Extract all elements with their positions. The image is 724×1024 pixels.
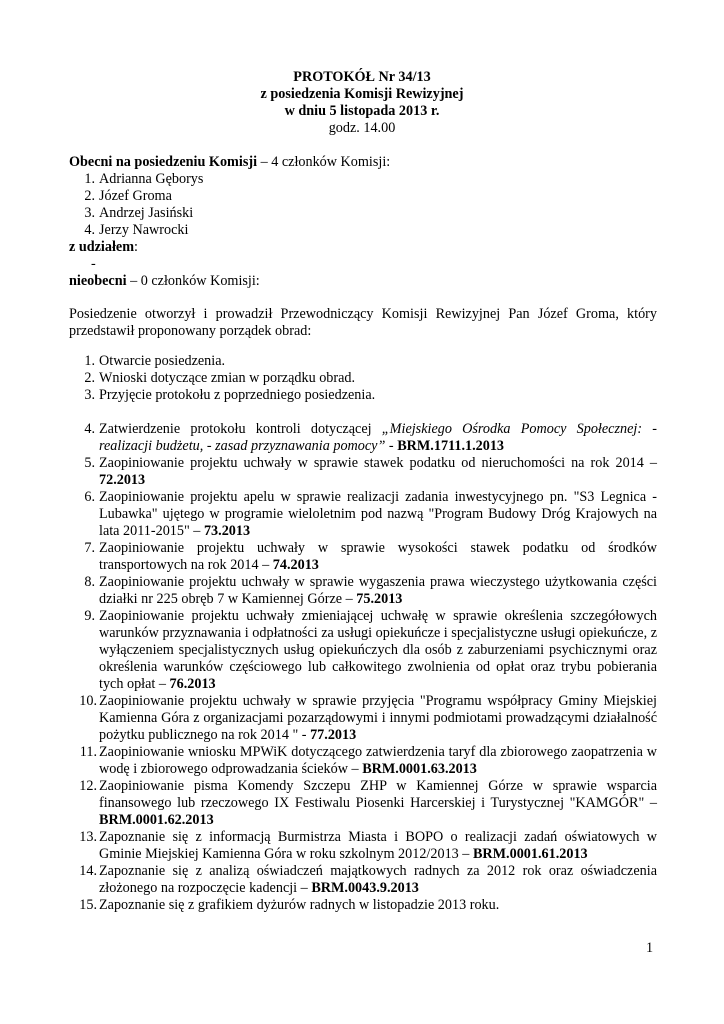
intro-paragraph: Posiedzenie otworzył i prowadził Przewodniczący Komisji Rewizyjnej Pan Józef Groma, który przedstawił proponowany porządek obrad: xyxy=(69,306,657,339)
member-name: Adrianna Gęborys xyxy=(99,171,204,187)
member-item: 1. Adrianna Gęborys xyxy=(84,171,204,187)
agenda-item-13: 13. Zapoznanie się z informacją Burmistrza Miasta i BOPO o realizacji zadań oświatowych w Gminie Miejskiej Kamienna Góra w roku szkolnym 2012/2013 – BRM.0001.61.2013 xyxy=(79,829,657,862)
participation-label: z udziałem xyxy=(69,239,135,255)
present-count: – 4 członków Komisji: xyxy=(257,154,391,170)
agenda-item: 3. Przyjęcie protokołu z poprzedniego posiedzenia. xyxy=(84,387,376,403)
agenda-item-15: 15. Zapoznanie się z grafikiem dyżurów radnych w listopadzie 2013 roku. xyxy=(79,897,500,913)
meeting-subtitle: z posiedzenia Komisji Rewizyjnej xyxy=(260,86,464,102)
present-label: Obecni na posiedzeniu Komisji xyxy=(69,154,258,170)
agenda-code: BRM.0001.63.2013 xyxy=(362,761,477,777)
agenda-list-b xyxy=(69,421,657,914)
member-item: 3. Andrzej Jasiński xyxy=(84,205,194,221)
agenda-code: BRM.0043.9.2013 xyxy=(311,880,419,896)
agenda-code: BRM.0001.61.2013 xyxy=(472,846,588,862)
absent-label: nieobecni xyxy=(69,273,127,289)
member-name: Józef Groma xyxy=(99,188,172,204)
attendance-section xyxy=(69,154,657,290)
agenda-item-9: 9. Zaopiniowanie projektu uchwały zmieniającej uchwałę w sprawie określenia szczegółowych warunków przyznawania i odpłatności za usługi opiekuńcze i specjalistyczne usługi opiekuńcze, z wyłączeniem specjalistycznych usług opiekuńczych dla osób z zaburzeniami psychicznymi oraz określenia warunków częściowego lub całkowitego zwolnienia od opłat oraz trybu pobierania tych opłat – 76.2013 xyxy=(84,608,657,692)
participation-line: z udziałem: xyxy=(69,239,138,255)
absent-line xyxy=(69,273,657,290)
agenda-item-4: 4. Zatwierdzenie protokołu kontroli dotyczącej „Miejskiego Ośrodka Pomocy Społecznej: - realizacji budżetu, - zasad przyznawania pomocy” - BRM.1711.1.2013 xyxy=(84,421,657,454)
agenda-code: 74.2013 xyxy=(272,557,319,573)
protocol-title: PROTOKÓŁ Nr 34/13 xyxy=(293,69,431,85)
agenda-list-a xyxy=(69,353,657,404)
agenda-item-5: 5. Zaopiniowanie projektu uchwały w sprawie stawek podatku od nieruchomości na rok 2014 – 72.2013 xyxy=(84,455,657,488)
agenda-item-6: 6. Zaopiniowanie projektu apelu w sprawie realizacji zadania inwestycyjnego pn. "S3 Legnica -Lubawka" ujętego w programie wieloletnim pod nazwą "Program Budowy Dróg Krajowych na lata 2011-2015" – 73.2013 xyxy=(84,489,657,539)
agenda-item-14: 14. Zapoznanie się z analizą oświadczeń majątkowych radnych za 2012 rok oraz oświadczenia złożonego na rozpoczęcie kadencji – BRM.0043.9.2013 xyxy=(79,863,657,896)
member-item: 2. Józef Groma xyxy=(84,188,172,204)
participation-value: - xyxy=(91,256,96,272)
agenda-code: 77.2013 xyxy=(310,727,357,743)
present-line xyxy=(69,154,657,171)
agenda-item: 2. Wnioski dotyczące zmian w porządku obrad. xyxy=(84,370,356,386)
agenda-item: 1. Otwarcie posiedzenia. xyxy=(84,353,226,369)
meeting-time: godz. 14.00 xyxy=(328,120,396,136)
agenda-item-12: 12. Zaopiniowanie pisma Komendy Szczepu ZHP w Kamiennej Górze w sprawie wsparcia finansowego lub rzeczowego IX Festiwalu Piosenki Harcerskiej i Turystycznej "KAMGÓR" – BRM.0001.62.2013 xyxy=(79,778,657,828)
document-header xyxy=(0,69,724,137)
agenda-item-11: 11. Zaopiniowanie wniosku MPWiK dotyczącego zatwierdzenia taryf dla zbiorowego zaopatrzenia w wodę i zbiorowego odprowadzania ścieków – BRM.0001.63.2013 xyxy=(79,744,657,777)
agenda-code: 73.2013 xyxy=(203,523,251,539)
member-item: 4. Jerzy Nawrocki xyxy=(84,222,189,238)
agenda-item-10: 10. Zaopiniowanie projektu uchwały w sprawie przyjęcia "Programu współpracy Gminy Miejskiej Kamienna Góra z organizacjami pozarządowymi i innymi podmiotami prowadzącymi działalność pożytku publicznego na rok 2014 " - 77.2013 xyxy=(79,693,657,743)
absent-count: – 0 członków Komisji: xyxy=(126,273,260,289)
member-name: Jerzy Nawrocki xyxy=(99,222,189,238)
agenda-code: BRM.1711.1.2013 xyxy=(397,438,505,454)
agenda-code: 76.2013 xyxy=(169,676,216,692)
agenda-item-8: 8. Zaopiniowanie projektu uchwały w sprawie wygaszenia prawa wieczystego użytkowania części działki nr 225 obręb 7 w Kamiennej Górze – 75.2013 xyxy=(84,574,657,607)
member-name: Andrzej Jasiński xyxy=(99,205,194,221)
meeting-date: w dniu 5 listopada 2013 r. xyxy=(284,103,440,119)
page-number: 1 xyxy=(646,940,654,956)
agenda-code: 75.2013 xyxy=(356,591,403,607)
agenda-code: 72.2013 xyxy=(99,472,146,488)
agenda-code: BRM.0001.62.2013 xyxy=(99,812,214,828)
agenda-item-7: 7. Zaopiniowanie projektu uchwały w sprawie wysokości stawek podatku od środków transportowych na rok 2014 – 74.2013 xyxy=(84,540,657,573)
